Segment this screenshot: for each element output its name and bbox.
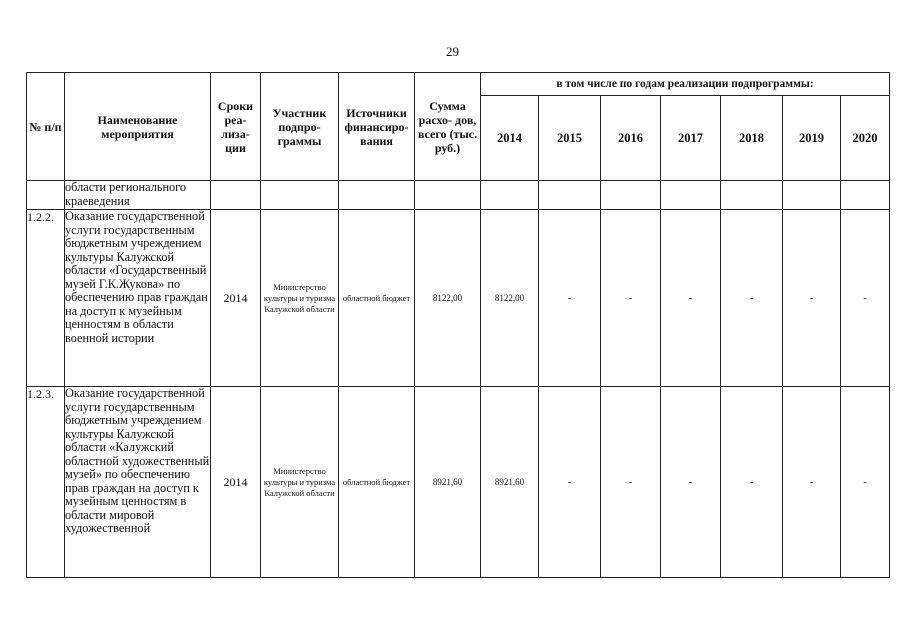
page-number: 29 xyxy=(446,44,459,59)
table-row xyxy=(27,210,890,387)
cell-sum: 8122,00 xyxy=(415,210,481,387)
header-years-group: в том числе по годам реализации подпрограммы: xyxy=(481,73,890,96)
cell-sum: 8921,60 xyxy=(415,387,481,578)
header-year-2016: 2016 xyxy=(601,96,661,181)
header-term: Сроки реа- лиза- ции xyxy=(211,73,261,181)
header-year-2015: 2015 xyxy=(539,96,601,181)
cell-year-2019: - xyxy=(783,387,841,578)
cell-source: областной бюджет xyxy=(339,387,415,578)
cell-year-2016: - xyxy=(601,210,661,387)
header-source: Источники финансиро- вания xyxy=(339,73,415,181)
header-year-2018: 2018 xyxy=(721,96,783,181)
header-sum: Сумма расхо- дов, всего (тыс. руб.) xyxy=(415,73,481,181)
header-year-2019: 2019 xyxy=(783,96,841,181)
activities-table xyxy=(26,72,890,578)
cell-year-2014: 8122,00 xyxy=(481,210,539,387)
cell-participant: Министерство культуры и туризма Калужской области xyxy=(261,210,339,387)
cell-year-2017: - xyxy=(661,387,721,578)
cell-year-2018: - xyxy=(721,387,783,578)
cell-year-2019: - xyxy=(783,210,841,387)
cell-year-2016: - xyxy=(601,387,661,578)
header-participant: Участник подпро- граммы xyxy=(261,73,339,181)
header-name: Наименование мероприятия xyxy=(65,73,211,181)
cell-year-2017: - xyxy=(661,210,721,387)
cell-year-2020: - xyxy=(841,210,890,387)
cell-term: 2014 xyxy=(211,210,261,387)
header-year-2020: 2020 xyxy=(841,96,890,181)
cell-name: Оказание государственной услуги государственным бюджетным учреждением культуры Калужской области «Калужский областной художественный музей» по обеспечению прав граждан на доступ к музейным ценностям в области мировой художественной xyxy=(65,387,211,578)
header-year-2014: 2014 xyxy=(481,96,539,181)
table-row xyxy=(27,387,890,578)
cell-year-2015: - xyxy=(539,387,601,578)
cell-source: областной бюджет xyxy=(339,210,415,387)
cell-year-2015: - xyxy=(539,210,601,387)
table-row xyxy=(27,181,890,210)
header-year-2017: 2017 xyxy=(661,96,721,181)
cell-year-2014: 8921,60 xyxy=(481,387,539,578)
cell-num xyxy=(27,181,65,210)
cell-name: Оказание государственной услуги государственным бюджетным учреждением культуры Калужской области «Государственный музей Г.К.Жукова» по обеспечению прав граждан на доступ к музейным ценностям в области военной истории xyxy=(65,210,211,387)
cell-num: 1.2.3. xyxy=(27,387,65,578)
cell-name: области регионального краеведения xyxy=(65,181,211,210)
cell-num: 1.2.2. xyxy=(27,210,65,387)
header-num: № п/п xyxy=(27,73,65,181)
cell-year-2020: - xyxy=(841,387,890,578)
cell-term: 2014 xyxy=(211,387,261,578)
cell-participant: Министерство культуры и туризма Калужской области xyxy=(261,387,339,578)
cell-year-2018: - xyxy=(721,210,783,387)
